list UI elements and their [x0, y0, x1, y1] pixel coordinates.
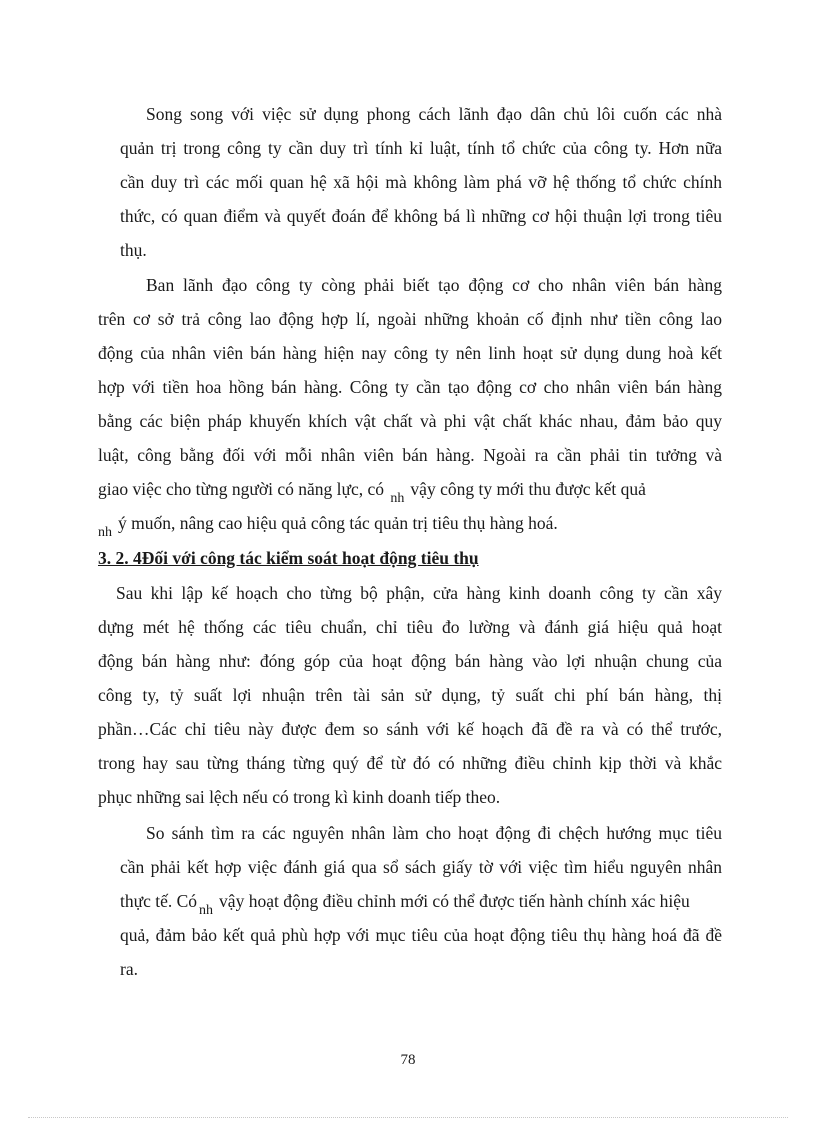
paragraph-3: [98, 576, 722, 814]
page-bottom-divider: [28, 1117, 788, 1118]
text-line: bằng các biện pháp khuyến khích vật chất và phi vật chất khác nhau, đảm bảo quy: [98, 411, 722, 431]
subscript-fragment: nh: [98, 525, 112, 540]
text-line: Sau khi lập kế hoạch cho từng bộ phận, cửa hàng kinh doanh công ty cần xây: [116, 583, 722, 603]
section-heading-block: [98, 541, 722, 575]
text-line: động của nhân viên bán hàng hiện nay công ty nên linh hoạt sử dụng dung hoà kết: [98, 343, 722, 363]
text-line: thụ.: [120, 240, 147, 260]
text-line: quản trị trong công ty cần duy trì tính kỉ luật, tính tổ chức của công ty. Hơn nữa: [120, 138, 722, 158]
text-line: hợp với tiền hoa hồng bán hàng. Công ty cần tạo động cơ cho nhân viên bán hàng: [98, 377, 722, 397]
paragraph-4: [98, 816, 722, 986]
text-line: Ban lãnh đạo công ty còng phải biết tạo động cơ cho nhân viên bán hàng: [146, 275, 722, 295]
line-text: vậy công ty mới thu được kết quả: [410, 479, 646, 499]
text-line: [98, 884, 722, 918]
text-line: ra.: [120, 959, 138, 979]
text-line: phục những sai lệch nếu có trong kì kinh doanh tiếp theo.: [98, 787, 501, 807]
subscript-fragment: nh: [199, 903, 214, 918]
page-number: 78: [400, 1052, 416, 1068]
text-line: dựng mét hệ thống các tiêu chuẩn, chỉ tiêu đo lường và đánh giá hiệu quả hoạt: [98, 617, 722, 637]
text-line: [98, 472, 722, 506]
line-text: vậy hoạt động điều chỉnh mới có thể được tiến hành chính xác hiệu: [219, 891, 690, 911]
text-line: công ty, tỷ suất lợi nhuận trên tài sản sử dụng, tỷ suất chi phí bán hàng, thị: [98, 685, 722, 705]
line-text: giao việc cho từng người có năng lực, có: [98, 479, 385, 499]
section-heading: 3. 2. 4Đối với công tác kiểm soát hoạt động tiêu thụ: [98, 548, 479, 568]
text-line: Song song với việc sử dụng phong cách lãnh đạo dân chủ lôi cuốn các nhà: [146, 104, 722, 124]
text-line: luật, công bằng đối với mỗi nhân viên bán hàng. Ngoài ra cần phải tin tưởng và: [98, 445, 722, 465]
line-text: ý muốn, nâng cao hiệu quả công tác quản trị tiêu thụ hàng hoá.: [118, 513, 558, 533]
text-line: cần phải kết hợp việc đánh giá qua sổ sách giấy tờ với việc tìm hiểu nguyên nhân: [120, 857, 722, 877]
text-line: cần duy trì các mối quan hệ xã hội mà không làm phá vỡ hệ thống tổ chức chính: [120, 172, 722, 192]
subscript-fragment: nh: [390, 491, 405, 506]
paragraph-1: [98, 97, 722, 267]
text-line: thức, có quan điểm và quyết đoán để không bá lì những cơ hội thuận lợi trong tiêu: [120, 206, 722, 226]
text-line: trên cơ sở trả công lao động hợp lí, ngoài những khoản cố định như tiền công lao: [98, 309, 722, 329]
text-line: phần…Các chỉ tiêu này được đem so sánh với kế hoạch đã đề ra và có thể trước,: [98, 719, 722, 739]
paragraph-2: [98, 268, 722, 540]
line-text: thực tế. Có: [120, 891, 198, 911]
text-line: So sánh tìm ra các nguyên nhân làm cho hoạt động đi chệch hướng mục tiêu: [146, 823, 722, 843]
text-line: động bán hàng như: đóng góp của hoạt động bán hàng vào lợi nhuận chung của: [98, 651, 722, 671]
text-line: trong hay sau từng tháng từng quý để từ đó có những điều chỉnh kịp thời và khắc: [98, 753, 722, 773]
text-line: quả, đảm bảo kết quả phù hợp với mục tiêu của hoạt động tiêu thụ hàng hoá đã đề: [120, 925, 722, 945]
text-line: [98, 506, 722, 540]
